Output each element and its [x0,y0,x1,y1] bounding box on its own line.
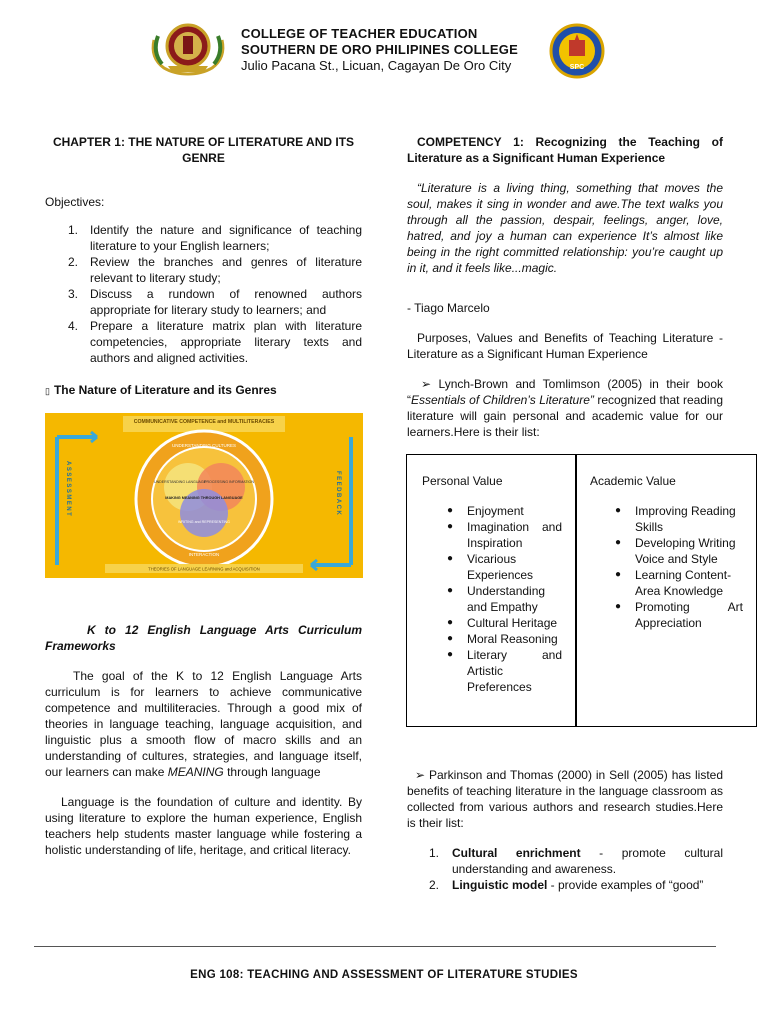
bullet-icon: ● [447,553,454,564]
table-divider [575,455,577,726]
section-heading-text: The Nature of Literature and its Genres [53,383,277,397]
diagram-right-label: FEEDBACK [335,471,341,517]
circle-right-label: PROCESSING INFORMATION [204,480,254,484]
objective-number: 3. [68,287,79,301]
list-item: ● Literary and Artistic Preferences [447,648,562,694]
list-item: ● Promoting Art Appreciation [615,600,743,630]
circle-bottom-label: WRITING and REPRESENTING [178,520,230,524]
arrow-bullet-icon: ➢ [415,768,426,782]
objectives-list [45,222,362,366]
list-item: ● Enjoyment [447,504,524,518]
curriculum-framework-diagram [45,413,363,578]
section-heading [45,382,362,399]
benefit-item: 2. Linguistic model - provide examples of “good” [429,878,704,892]
k12-heading: K to 12 English Language Arts Curriculum Frameworks [45,623,362,653]
list-item: ● Developing Writing Voice and Style [615,536,736,566]
objective-number: 4. [68,319,79,333]
objective-item [45,254,362,286]
chapter-title: CHAPTER 1: THE NATURE OF LITERATURE AND ITS GENRE [52,135,355,165]
quote-attribution: - Tiago Marcelo [407,301,490,315]
academic-value-heading: Academic Value [590,474,676,488]
spc-seal-icon [544,22,614,80]
footer-divider [34,946,716,947]
personal-value-heading: Personal Value [422,474,503,488]
bullet-icon: ● [447,505,454,516]
college-seal-logo [148,18,228,76]
benefit-item: 1. Cultural enrichment - promote cultural understanding and awareness. [429,846,723,876]
academic-value-list [590,503,743,631]
list-item: ● Cultural Heritage [447,616,558,630]
list-item: ● Understanding and Empathy [447,584,546,614]
left-column [45,134,362,858]
bullet-icon: ● [615,505,622,516]
objective-item [45,222,362,254]
center-label: MAKING MEANING THROUGH LANGUAGE [165,496,243,500]
list-item: ● Imagination and Inspiration [447,520,562,550]
objective-text: Review the branches and genres of literature relevant to literary study; [90,255,362,285]
objective-text: Prepare a literature matrix plan with literature competencies, appropriate literary texts and authors and aligned activities. [90,319,362,365]
circle-left-label: UNDERSTANDING LANGUAGE [153,480,207,484]
value-table [406,454,757,727]
list-item: ● Learning Content-Area Knowledge [615,568,732,598]
personal-value-column [422,473,562,695]
list-item: ● Moral Reasoning [447,632,558,646]
objective-number: 2. [68,255,79,269]
course-footer: ENG 108: TEACHING AND ASSESSMENT OF LITERATURE STUDIES [190,969,578,981]
bullet-icon: ● [447,649,454,660]
diagram-bottom-banner: THEORIES OF LANGUAGE LEARNING and ACQUISITION [148,566,260,572]
objective-item [45,318,362,366]
objective-number: 1. [68,223,79,237]
diagram-left-label: ASSESSMENT [65,461,71,518]
purposes-paragraph: Purposes, Values and Benefits of Teaching Literature - Literature as a Significant Human Experience [407,331,723,361]
college-name: COLLEGE OF TEACHER EDUCATION [241,26,478,41]
objective-text: Identify the nature and significance of teaching literature to your English learners; [90,223,362,253]
objective-item [45,286,362,318]
parkinson-paragraph: ➢ Parkinson and Thomas (2000) in Sell (2005) has listed benefits of teaching literature in the language classroom as collected from various authors and research studies.Here is their list: [407,768,723,830]
competency-heading: COMPETENCY 1: Recognizing the Teaching of Literature as a Significant Human Experience [407,135,723,165]
bullet-icon: ● [615,537,622,548]
bullet-icon: ● [447,521,454,532]
college-seal-icon [148,18,228,76]
bullet-icon: ● [447,633,454,644]
list-item: ● Improving Reading Skills [615,504,736,534]
benefits-list [407,845,723,893]
spc-text: SPC [569,64,585,71]
parkinson-section [407,767,723,893]
objective-text: Discuss a rundown of renowned authors appropriate for literary study to learners; and [90,287,362,317]
language-paragraph: Language is the foundation of culture and identity. By using literature to explore the human experience, English teachers help students master language while fostering a holistic understanding of life, heritage, and critical literacy. [45,795,362,857]
diagram-top-banner: COMMUNICATIVE COMPETENCE and MULTILITERACIES [133,419,275,425]
lynch-paragraph: ➢ Lynch-Brown and Tomlimson (2005) in their book “Essentials of Children’s Literature” recognized that reading literature will gain personal and academic value for our learners.Here is their list: [407,377,723,439]
bullet-icon: ● [447,585,454,596]
spc-seal-logo [544,22,614,80]
literature-quote: “Literature is a living thing, something that moves the soul, makes it sing in wonder and awe.The text walks you through all the passion, despair, feelings, anger, love, hatred, and joy a human can experience It’s almost like being in the right committed relationship: you’re caught up in it, and it feels like...magic. [407,181,723,275]
box-bullet-icon: ▯ [45,386,50,396]
right-column [407,134,723,440]
personal-value-list [422,503,562,695]
objectives-label: Objectives: [45,195,105,209]
school-address: Julio Pacana St., Licuan, Cagayan De Oro City [241,58,512,73]
bullet-icon: ● [615,601,622,612]
meaning-emphasis: MEANING [167,765,224,779]
bullet-icon: ● [447,617,454,628]
k12-paragraph: The goal of the K to 12 English Language Arts curriculum is for learners to achieve communicative competence and multiliteracies. Through a good mix of theories in language teaching, language acquisition, and linguistic plus a smooth flow of macro skills and an understanding of cultures, strategies, and language itself, our learners can make MEANING through language [45,669,362,779]
bullet-icon: ● [615,569,622,580]
ring-top-label: UNDERSTANDING CULTURES [171,443,237,448]
ring-bottom-label: INTERACTION [188,552,220,557]
arrow-bullet-icon: ➢ [421,377,432,391]
list-item: ● Vicarious Experiences [447,552,534,582]
academic-value-column [590,473,743,631]
school-name: SOUTHERN DE ORO PHILIPINES COLLEGE [241,42,518,57]
